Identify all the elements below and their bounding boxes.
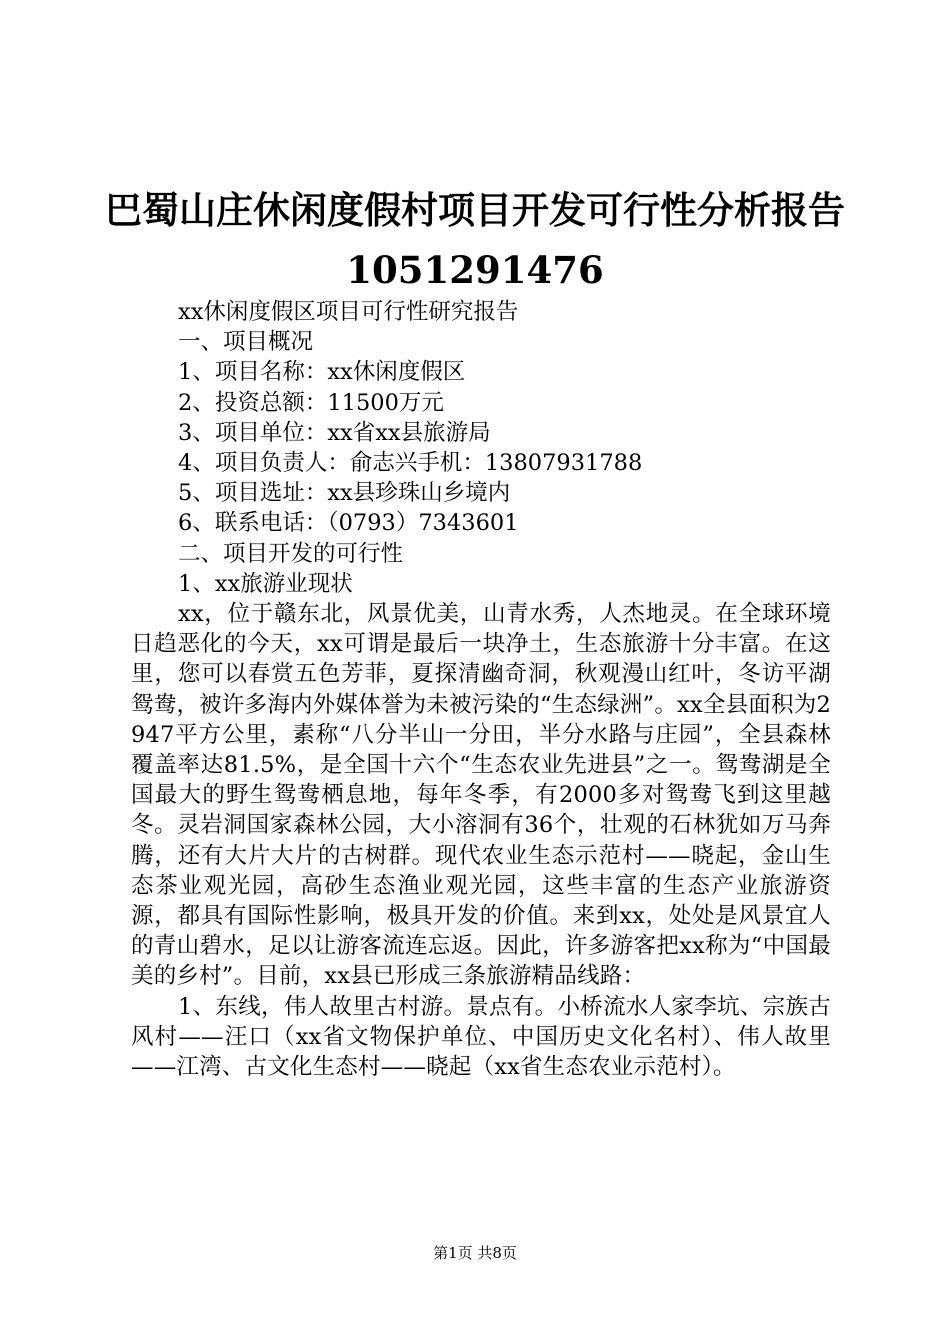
east-route-paragraph: 1、东线，伟人故里古村游。景点有。小桥流水人家李坑、宗族古风村——汪口（xx省文物保护单位、中国历史文化名村）、伟人故里——江湾、古文化生态村——晓起（xx省生态农业示范村）。	[131, 993, 831, 1081]
project-leader-line: 4、项目负责人：俞志兴手机：13807931788	[178, 450, 643, 477]
project-site-line: 5、项目选址：xx县珍珠山乡境内	[178, 480, 511, 507]
document-title: 巴蜀山庄休闲度假村项目开发可行性分析报告	[105, 188, 845, 232]
subsection-heading-tourism: 1、xx旅游业现状	[178, 570, 353, 597]
report-subtitle: xx休闲度假区项目可行性研究报告	[178, 299, 519, 325]
page-footer: 第1页 共8页	[433, 1244, 517, 1262]
section-heading-overview: 一、项目概况	[178, 329, 314, 356]
investment-total-line: 2、投资总额：11500万元	[178, 389, 444, 416]
project-name-line: 1、项目名称：xx休闲度假区	[178, 359, 466, 386]
project-unit-line: 3、项目单位：xx省xx县旅游局	[178, 419, 491, 446]
document-title-number: 1051291476	[346, 248, 604, 292]
section-heading-feasibility: 二、项目开发的可行性	[178, 540, 404, 567]
contact-phone-line: 6、联系电话：（0793）7343601	[178, 510, 519, 537]
tourism-status-paragraph: xx，位于赣东北，风景优美，山青水秀，人杰地灵。在全球环境日趋恶化的今天，xx可谓是最后一块净土，生态旅游十分丰富。在这里，您可以春赏五色芳菲，夏探清幽奇洞，秋观漫山红叶，冬访平湖鸳鸯，被许多海内外媒体誉为未被污染的“生态绿洲”。xx全县面积为2947平方公里，素称“八分半山一分田，半分水路与庄园”，全县森林覆盖率达81.5%，是全国十六个“生态农业先进县”之一。鸳鸯湖是全国最大的野生鸳鸯栖息地，每年冬季，有2000多对鸳鸯飞到这里越冬。灵岩洞国家森林公园，大小溶洞有36个，壮观的石林犹如万马奔腾，还有大片大片的古树群。现代农业生态示范村——晓起，金山生态茶业观光园，高砂生态渔业观光园，这些丰富的生态产业旅游资源，都具有国际性影响，极具开发的价值。来到xx，处处是风景宜人的青山碧水，足以让游客流连忘返。因此，许多游客把xx称为“中国最美的乡村”。目前，xx县已形成三条旅游精品线路：	[131, 601, 831, 990]
document-body	[131, 297, 831, 1082]
